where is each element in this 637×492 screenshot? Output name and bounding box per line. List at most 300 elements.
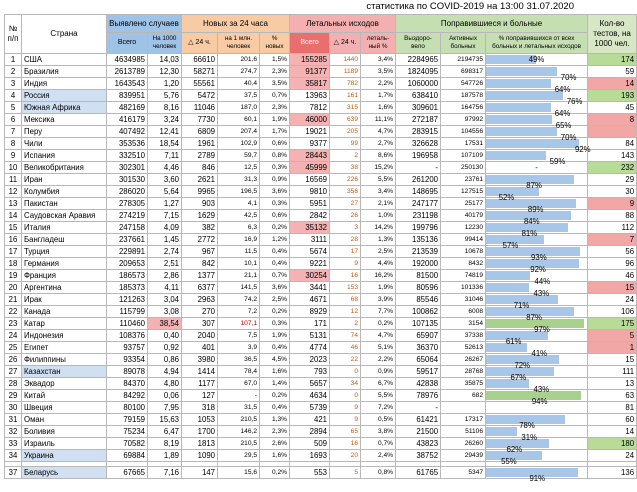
recovery-bar bbox=[486, 115, 552, 124]
cell-recovered: 148695 bbox=[396, 186, 441, 198]
cell-number: 2 bbox=[5, 66, 22, 78]
header-recovered-sub: Выздоро-вело bbox=[396, 33, 441, 54]
cell-deaths-delta: 639 bbox=[330, 114, 361, 126]
cell-country: Бразилия bbox=[22, 66, 107, 78]
recovery-pct-label: 62% bbox=[506, 444, 523, 454]
cell-per1mln: 107,1 bbox=[218, 318, 260, 330]
header-pct: % новых bbox=[260, 33, 290, 54]
cell-new: 58271 bbox=[182, 66, 218, 78]
cell-per1000: 4,46 bbox=[148, 162, 182, 174]
cell-number: 5 bbox=[5, 102, 22, 114]
cell-recovered: 135136 bbox=[396, 234, 441, 246]
cell-total: 407492 bbox=[107, 126, 148, 138]
cell-lethal-pct: 1,9% bbox=[361, 282, 396, 294]
cell-number: 11 bbox=[5, 174, 22, 186]
cell-per1000: 4,80 bbox=[148, 378, 182, 390]
cell-pct-new: 0,4% bbox=[260, 246, 290, 258]
cell-number: 16 bbox=[5, 234, 22, 246]
cell-active: 187578 bbox=[441, 90, 486, 102]
cell-per1mln: 3,9 bbox=[218, 342, 260, 354]
recovery-pct-label: 31% bbox=[521, 432, 537, 442]
cell-total: 229891 bbox=[107, 246, 148, 258]
table-row bbox=[5, 114, 637, 126]
cell-lethal-pct: 0,8% bbox=[361, 467, 396, 479]
cell-deaths: 155285 bbox=[290, 54, 330, 66]
cell-per1000: 2,51 bbox=[148, 258, 182, 270]
cell-tests: 84 bbox=[588, 138, 637, 150]
cell-per1000: 3,04 bbox=[148, 294, 182, 306]
cell-active: 26260 bbox=[441, 438, 486, 450]
cell-pct-new: 3,5% bbox=[260, 78, 290, 90]
cell-pct-recovered bbox=[486, 467, 588, 483]
cell-pct-new: 3,6% bbox=[260, 282, 290, 294]
cell-pct-recovered bbox=[486, 114, 588, 130]
cell-per1000: 3,08 bbox=[148, 306, 182, 318]
cell-active: 51106 bbox=[441, 426, 486, 438]
cell-pct-new: 0,9% bbox=[260, 174, 290, 186]
cell-new: 6809 bbox=[182, 126, 218, 138]
cell-deaths: 5657 bbox=[290, 378, 330, 390]
cell-new: 1700 bbox=[182, 426, 218, 438]
cell-deaths-delta: 1189 bbox=[330, 66, 361, 78]
cell-lethal-pct: 3,5% bbox=[361, 66, 396, 78]
recovery-pct-label: 43% bbox=[533, 288, 550, 298]
cell-recovered: 36370 bbox=[396, 342, 441, 354]
cell-pct-new: 1,7% bbox=[260, 126, 290, 138]
cell-total: 332510 bbox=[107, 150, 148, 162]
cell-tests: 96 bbox=[588, 258, 637, 270]
recovery-pct-label: 87% bbox=[526, 312, 542, 322]
recovery-bar bbox=[486, 271, 530, 280]
cell-country: Казахстан bbox=[22, 366, 107, 378]
cell-per1mln: 274,7 bbox=[218, 66, 260, 78]
cell-country: Эквадор bbox=[22, 378, 107, 390]
cell-per1mln: 141,5 bbox=[218, 282, 260, 294]
cell-active: 40179 bbox=[441, 210, 486, 222]
cell-active: 8432 bbox=[441, 258, 486, 270]
cell-tests: 8 bbox=[588, 114, 637, 126]
cell-recovered: 61421 bbox=[396, 414, 441, 426]
cell-active: 5347 bbox=[441, 467, 486, 479]
cell-lethal-pct: 5,5% bbox=[361, 390, 396, 402]
cell-number: 24 bbox=[5, 330, 22, 342]
cell-pct-recovered bbox=[486, 342, 588, 358]
table-row bbox=[5, 126, 637, 138]
cell-deaths: 30254 bbox=[290, 270, 330, 282]
cell-per1mln: 21,1 bbox=[218, 270, 260, 282]
recovery-pct-label: 72% bbox=[514, 360, 531, 370]
cell-per1mln: 11,5 bbox=[218, 246, 260, 258]
cell-deaths: 1693 bbox=[290, 450, 330, 462]
recovery-pct-label: 87% bbox=[526, 180, 542, 190]
cell-pct-new: 0,4% bbox=[260, 342, 290, 354]
cell-deaths-delta: 0 bbox=[330, 390, 361, 402]
cell-number: 32 bbox=[5, 426, 22, 438]
recovery-pct-label: 71% bbox=[513, 300, 530, 310]
recovery-pct-label: 94% bbox=[531, 396, 548, 406]
cell-country: Израиль bbox=[22, 438, 107, 450]
cell-country: Бангладеш bbox=[22, 234, 107, 246]
cell-lethal-pct: 3,9% bbox=[361, 294, 396, 306]
cell-deaths-delta: 34 bbox=[330, 378, 361, 390]
cell-deaths-delta: 153 bbox=[330, 282, 361, 294]
cell-new: 6377 bbox=[182, 282, 218, 294]
recovery-pct-label: 91% bbox=[529, 473, 546, 483]
cell-tests: 193 bbox=[588, 90, 637, 102]
cell-number: 30 bbox=[5, 402, 22, 414]
cell-recovered: 213539 bbox=[396, 246, 441, 258]
cell-lethal-pct: 0,5% bbox=[361, 414, 396, 426]
cell-tests: 24 bbox=[588, 294, 637, 306]
cell-tests bbox=[588, 126, 637, 138]
cell-tests: 7 bbox=[588, 234, 637, 246]
cell-number: 7 bbox=[5, 126, 22, 138]
cell-number: 9 bbox=[5, 150, 22, 162]
recovery-pct-label: 84% bbox=[523, 216, 540, 226]
cell-per1000: 8,16 bbox=[148, 102, 182, 114]
cell-lethal-pct: 1,0% bbox=[361, 210, 396, 222]
page-title: статистика по COVID-2019 на 13:00 31.07.2020 bbox=[366, 1, 574, 12]
cell-per1mln: 10,1 bbox=[218, 258, 260, 270]
cell-per1000: 14,03 bbox=[148, 54, 182, 66]
cell-number: 28 bbox=[5, 378, 22, 390]
cell-recovered: 80596 bbox=[396, 282, 441, 294]
header-detected: Выявлено случаев bbox=[107, 15, 182, 33]
cell-deaths: 46000 bbox=[290, 114, 330, 126]
cell-deaths: 16569 bbox=[290, 174, 330, 186]
cell-number: 13 bbox=[5, 198, 22, 210]
cell-pct-new: 1,4% bbox=[260, 378, 290, 390]
cell-number: 37 bbox=[5, 467, 22, 479]
cell-lethal-pct: 5,1% bbox=[361, 342, 396, 354]
cell-country: Испания bbox=[22, 150, 107, 162]
cell-total: 93757 bbox=[107, 342, 148, 354]
cell-per1000: 3,60 bbox=[148, 174, 182, 186]
recovery-bar bbox=[486, 127, 557, 136]
cell-new: 2772 bbox=[182, 234, 218, 246]
cell-tests: 15 bbox=[588, 354, 637, 366]
cell-deaths-delta: 17 bbox=[330, 246, 361, 258]
cell-recovered: 81500 bbox=[396, 270, 441, 282]
cell-lethal-pct: 11,1% bbox=[361, 114, 396, 126]
cell-country: Италия bbox=[22, 222, 107, 234]
cell-total: 70582 bbox=[107, 438, 148, 450]
cell-pct-new: 2,3% bbox=[260, 102, 290, 114]
cell-total: 209653 bbox=[107, 258, 148, 270]
cell-tests: 174 bbox=[588, 54, 637, 66]
cell-per1mln: 16,9 bbox=[218, 234, 260, 246]
cell-deaths: 553 bbox=[290, 467, 330, 479]
cell-new: 1090 bbox=[182, 450, 218, 462]
cell-deaths: 5951 bbox=[290, 198, 330, 210]
cell-total: 185373 bbox=[107, 282, 148, 294]
cell-country: Пакистан bbox=[22, 198, 107, 210]
cell-deaths: 2023 bbox=[290, 354, 330, 366]
recovery-pct-label: 65% bbox=[555, 120, 572, 130]
cell-pct-new: 4,5% bbox=[260, 354, 290, 366]
cell-active: 25177 bbox=[441, 198, 486, 210]
cell-lethal-pct: 5,5% bbox=[361, 174, 396, 186]
cell-per1000: 6,47 bbox=[148, 426, 182, 438]
cell-per1000: 1,89 bbox=[148, 450, 182, 462]
cell-number: 21 bbox=[5, 294, 22, 306]
recovery-pct-label: 93% bbox=[531, 252, 547, 262]
cell-deaths-delta: 12 bbox=[330, 306, 361, 318]
cell-tests: 15 bbox=[588, 282, 637, 294]
cell-new: 382 bbox=[182, 222, 218, 234]
cell-active: 23761 bbox=[441, 174, 486, 186]
cell-deaths-delta: 226 bbox=[330, 174, 361, 186]
cell-country: Китай bbox=[22, 390, 107, 402]
cell-pct-new: 0,6% bbox=[260, 138, 290, 150]
cell-number: 4 bbox=[5, 90, 22, 102]
cell-total: 353536 bbox=[107, 138, 148, 150]
cell-number: 3 bbox=[5, 78, 22, 90]
cell-active: 29439 bbox=[441, 450, 486, 462]
recovery-pct-label: 67% bbox=[510, 372, 527, 382]
table-row bbox=[5, 222, 637, 234]
recovery-bar bbox=[486, 67, 557, 76]
cell-lethal-pct: 7,7% bbox=[361, 306, 396, 318]
cell-per1000: 12,30 bbox=[148, 66, 182, 78]
cell-lethal-pct: 1,7% bbox=[361, 90, 396, 102]
cell-number: 33 bbox=[5, 438, 22, 450]
cell-recovered: 272187 bbox=[396, 114, 441, 126]
cell-number: 6 bbox=[5, 114, 22, 126]
cell-lethal-pct: 2,2% bbox=[361, 78, 396, 90]
cell-new: 842 bbox=[182, 258, 218, 270]
cell-new: 401 bbox=[182, 342, 218, 354]
cell-new: 846 bbox=[182, 162, 218, 174]
cell-tests: 60 bbox=[588, 414, 637, 426]
cell-total: 286020 bbox=[107, 186, 148, 198]
cell-per1mln: 146,2 bbox=[218, 426, 260, 438]
cell-deaths: 421 bbox=[290, 414, 330, 426]
cell-country: Аргентина bbox=[22, 282, 107, 294]
cell-deaths: 2842 bbox=[290, 210, 330, 222]
cell-lethal-pct: 16,2% bbox=[361, 270, 396, 282]
cell-deaths: 45999 bbox=[290, 162, 330, 174]
cell-per1000: 1,27 bbox=[148, 198, 182, 210]
cell-per1000: 4,11 bbox=[148, 282, 182, 294]
cell-pct-recovered bbox=[486, 246, 588, 262]
cell-new: 2621 bbox=[182, 174, 218, 186]
cell-pct-recovered bbox=[486, 126, 588, 142]
cell-new: 903 bbox=[182, 198, 218, 210]
cell-deaths-delta: 9 bbox=[330, 402, 361, 414]
cell-deaths: 4634 bbox=[290, 390, 330, 402]
cell-new: 1414 bbox=[182, 366, 218, 378]
cell-new: 967 bbox=[182, 246, 218, 258]
header-lethal-pct: леталь-ный % bbox=[361, 33, 396, 54]
cell-pct-new: 1,9% bbox=[260, 114, 290, 126]
cell-number: 26 bbox=[5, 354, 22, 366]
cell-per1mln: 207,4 bbox=[218, 126, 260, 138]
cell-total: 67665 bbox=[107, 467, 148, 479]
cell-country: Египет bbox=[22, 342, 107, 354]
cell-lethal-pct: 2,2% bbox=[361, 354, 396, 366]
cell-per1mln: 36,5 bbox=[218, 354, 260, 366]
cell-tests: 14 bbox=[588, 426, 637, 438]
cell-pct-new: 0,7% bbox=[260, 90, 290, 102]
cell-recovered: 42838 bbox=[396, 378, 441, 390]
cell-total: 115799 bbox=[107, 306, 148, 318]
cell-number: 1 bbox=[5, 54, 22, 66]
header-deaths-total: Всего bbox=[290, 33, 330, 54]
cell-per1mln: 210,5 bbox=[218, 438, 260, 450]
cell-tests: 59 bbox=[588, 66, 637, 78]
recovery-pct-label: 43% bbox=[533, 384, 550, 394]
cell-deaths: 3111 bbox=[290, 234, 330, 246]
cell-deaths-delta: 161 bbox=[330, 90, 361, 102]
cell-deaths-delta: 74 bbox=[330, 330, 361, 342]
cell-number: 27 bbox=[5, 366, 22, 378]
recovery-pct-label: 49% bbox=[528, 55, 545, 64]
cell-country: Чили bbox=[22, 138, 107, 150]
cell-deaths: 5674 bbox=[290, 246, 330, 258]
table-row bbox=[5, 414, 637, 426]
header-pct-recovered: % поправившихся от всех больных и летальных исходов bbox=[486, 33, 588, 54]
cell-tests: 5 bbox=[588, 330, 637, 342]
cell-lethal-pct: 8,6% bbox=[361, 150, 396, 162]
cell-country: Индия bbox=[22, 78, 107, 90]
cell-per1mln: 12,5 bbox=[218, 162, 260, 174]
cell-active: 127515 bbox=[441, 186, 486, 198]
cell-new: 127 bbox=[182, 390, 218, 402]
recovery-pct-label: 97% bbox=[534, 324, 550, 334]
cell-deaths: 9221 bbox=[290, 258, 330, 270]
cell-active: 52613 bbox=[441, 342, 486, 354]
table-row bbox=[5, 162, 637, 174]
cell-deaths: 3441 bbox=[290, 282, 330, 294]
cell-lethal-pct: 0,9% bbox=[361, 366, 396, 378]
cell-recovered: 61765 bbox=[396, 467, 441, 479]
cell-country: Ирак bbox=[22, 294, 107, 306]
cell-tests: 30 bbox=[588, 186, 637, 198]
recovery-bar bbox=[486, 283, 529, 292]
cell-per1000: 3,24 bbox=[148, 114, 182, 126]
header-tests: Кол-во тестов, на 1000 чел. bbox=[588, 15, 637, 54]
cell-deaths-delta: 2 bbox=[330, 318, 361, 330]
cell-country: Перу bbox=[22, 126, 107, 138]
cell-per1mln: 31,5 bbox=[218, 402, 260, 414]
cell-deaths-delta: 9 bbox=[330, 258, 361, 270]
cell-number: 18 bbox=[5, 258, 22, 270]
cell-pct-recovered bbox=[486, 90, 588, 106]
recovery-pct-label: 61% bbox=[505, 336, 522, 346]
cell-recovered: 247177 bbox=[396, 198, 441, 210]
cell-country: Оман bbox=[22, 414, 107, 426]
cell-per1000: 15,63 bbox=[148, 414, 182, 426]
cell-per1mln: 102,9 bbox=[218, 138, 260, 150]
cell-per1000: 0,06 bbox=[148, 390, 182, 402]
header-deaths: Летальных исходов bbox=[290, 15, 396, 33]
cell-pct-new: 0,3% bbox=[260, 318, 290, 330]
cell-number: 12 bbox=[5, 186, 22, 198]
cell-per1000: 4,09 bbox=[148, 222, 182, 234]
cell-new: 1629 bbox=[182, 210, 218, 222]
cell-deaths-delta: 65 bbox=[330, 426, 361, 438]
cell-country: Колумбия bbox=[22, 186, 107, 198]
cell-total: 75234 bbox=[107, 426, 148, 438]
cell-new: 1813 bbox=[182, 438, 218, 450]
cell-tests: 136 bbox=[588, 467, 637, 479]
cell-per1mln: - bbox=[218, 390, 260, 402]
cell-per1000: 12,41 bbox=[148, 126, 182, 138]
cell-deaths-delta: 0 bbox=[330, 366, 361, 378]
cell-lethal-pct: 4,7% bbox=[361, 126, 396, 138]
cell-per1000: 0,92 bbox=[148, 342, 182, 354]
cell-number: 22 bbox=[5, 306, 22, 318]
cell-lethal-pct: 0,7% bbox=[361, 438, 396, 450]
cell-pct-recovered bbox=[486, 54, 588, 66]
cell-deaths: 5131 bbox=[290, 330, 330, 342]
header-per1mln: на 1 млн. человек bbox=[218, 33, 260, 54]
cell-per1mln: 7,5 bbox=[218, 330, 260, 342]
cell-deaths-delta: 205 bbox=[330, 126, 361, 138]
cell-tests: 111 bbox=[588, 366, 637, 378]
cell-country: США bbox=[22, 54, 107, 66]
cell-per1mln: 29,5 bbox=[218, 450, 260, 462]
cell-deaths: 91377 bbox=[290, 66, 330, 78]
cell-pct-new: 3,6% bbox=[260, 186, 290, 198]
cell-new: 307 bbox=[182, 318, 218, 330]
cell-country: Иран bbox=[22, 174, 107, 186]
cell-deaths-delta: 9 bbox=[330, 414, 361, 426]
cell-pct-recovered bbox=[486, 378, 588, 394]
cell-deaths-delta: 22 bbox=[330, 354, 361, 366]
cell-per1mln: 201,6 bbox=[218, 54, 260, 66]
cell-lethal-pct: 3,4% bbox=[361, 54, 396, 66]
cell-recovered: - bbox=[396, 162, 441, 174]
cell-pct-new: 2,6% bbox=[260, 438, 290, 450]
cell-recovered: 59517 bbox=[396, 366, 441, 378]
cell-per1000: 7,16 bbox=[148, 467, 182, 479]
cell-pct-new: 2,3% bbox=[260, 426, 290, 438]
cell-active: 26267 bbox=[441, 354, 486, 366]
cell-pct-new: 2,5% bbox=[260, 294, 290, 306]
cell-new: 270 bbox=[182, 306, 218, 318]
cell-recovered: - bbox=[396, 402, 441, 414]
cell-recovered: 65907 bbox=[396, 330, 441, 342]
cell-country: Саудовская Аравия bbox=[22, 210, 107, 222]
cell-lethal-pct: 7,2% bbox=[361, 402, 396, 414]
cell-deaths-delta: 2 bbox=[330, 150, 361, 162]
header-deaths-delta: △ 24 ч. bbox=[330, 33, 361, 54]
cell-per1mln: 37,5 bbox=[218, 90, 260, 102]
recovery-bar bbox=[486, 91, 563, 100]
cell-tests: 9 bbox=[588, 198, 637, 210]
cell-per1000: 4,94 bbox=[148, 366, 182, 378]
cell-total: 247158 bbox=[107, 222, 148, 234]
cell-pct-recovered bbox=[486, 162, 588, 174]
cell-active: 17531 bbox=[441, 138, 486, 150]
cell-lethal-pct: 6,7% bbox=[361, 378, 396, 390]
recovery-pct-label: 78% bbox=[519, 420, 535, 430]
cell-pct-new: 0,2% bbox=[260, 306, 290, 318]
cell-new: 55561 bbox=[182, 78, 218, 90]
cell-active: 99414 bbox=[441, 234, 486, 246]
cell-lethal-pct: 1,6% bbox=[361, 102, 396, 114]
cell-active: 10678 bbox=[441, 246, 486, 258]
cell-total: 302301 bbox=[107, 162, 148, 174]
cell-deaths-delta: 26 bbox=[330, 210, 361, 222]
cell-deaths-delta: 315 bbox=[330, 102, 361, 114]
cell-deaths: 2894 bbox=[290, 426, 330, 438]
cell-tests: 1 bbox=[588, 342, 637, 354]
cell-recovered: 107135 bbox=[396, 318, 441, 330]
cell-tests: 175 bbox=[588, 318, 637, 330]
